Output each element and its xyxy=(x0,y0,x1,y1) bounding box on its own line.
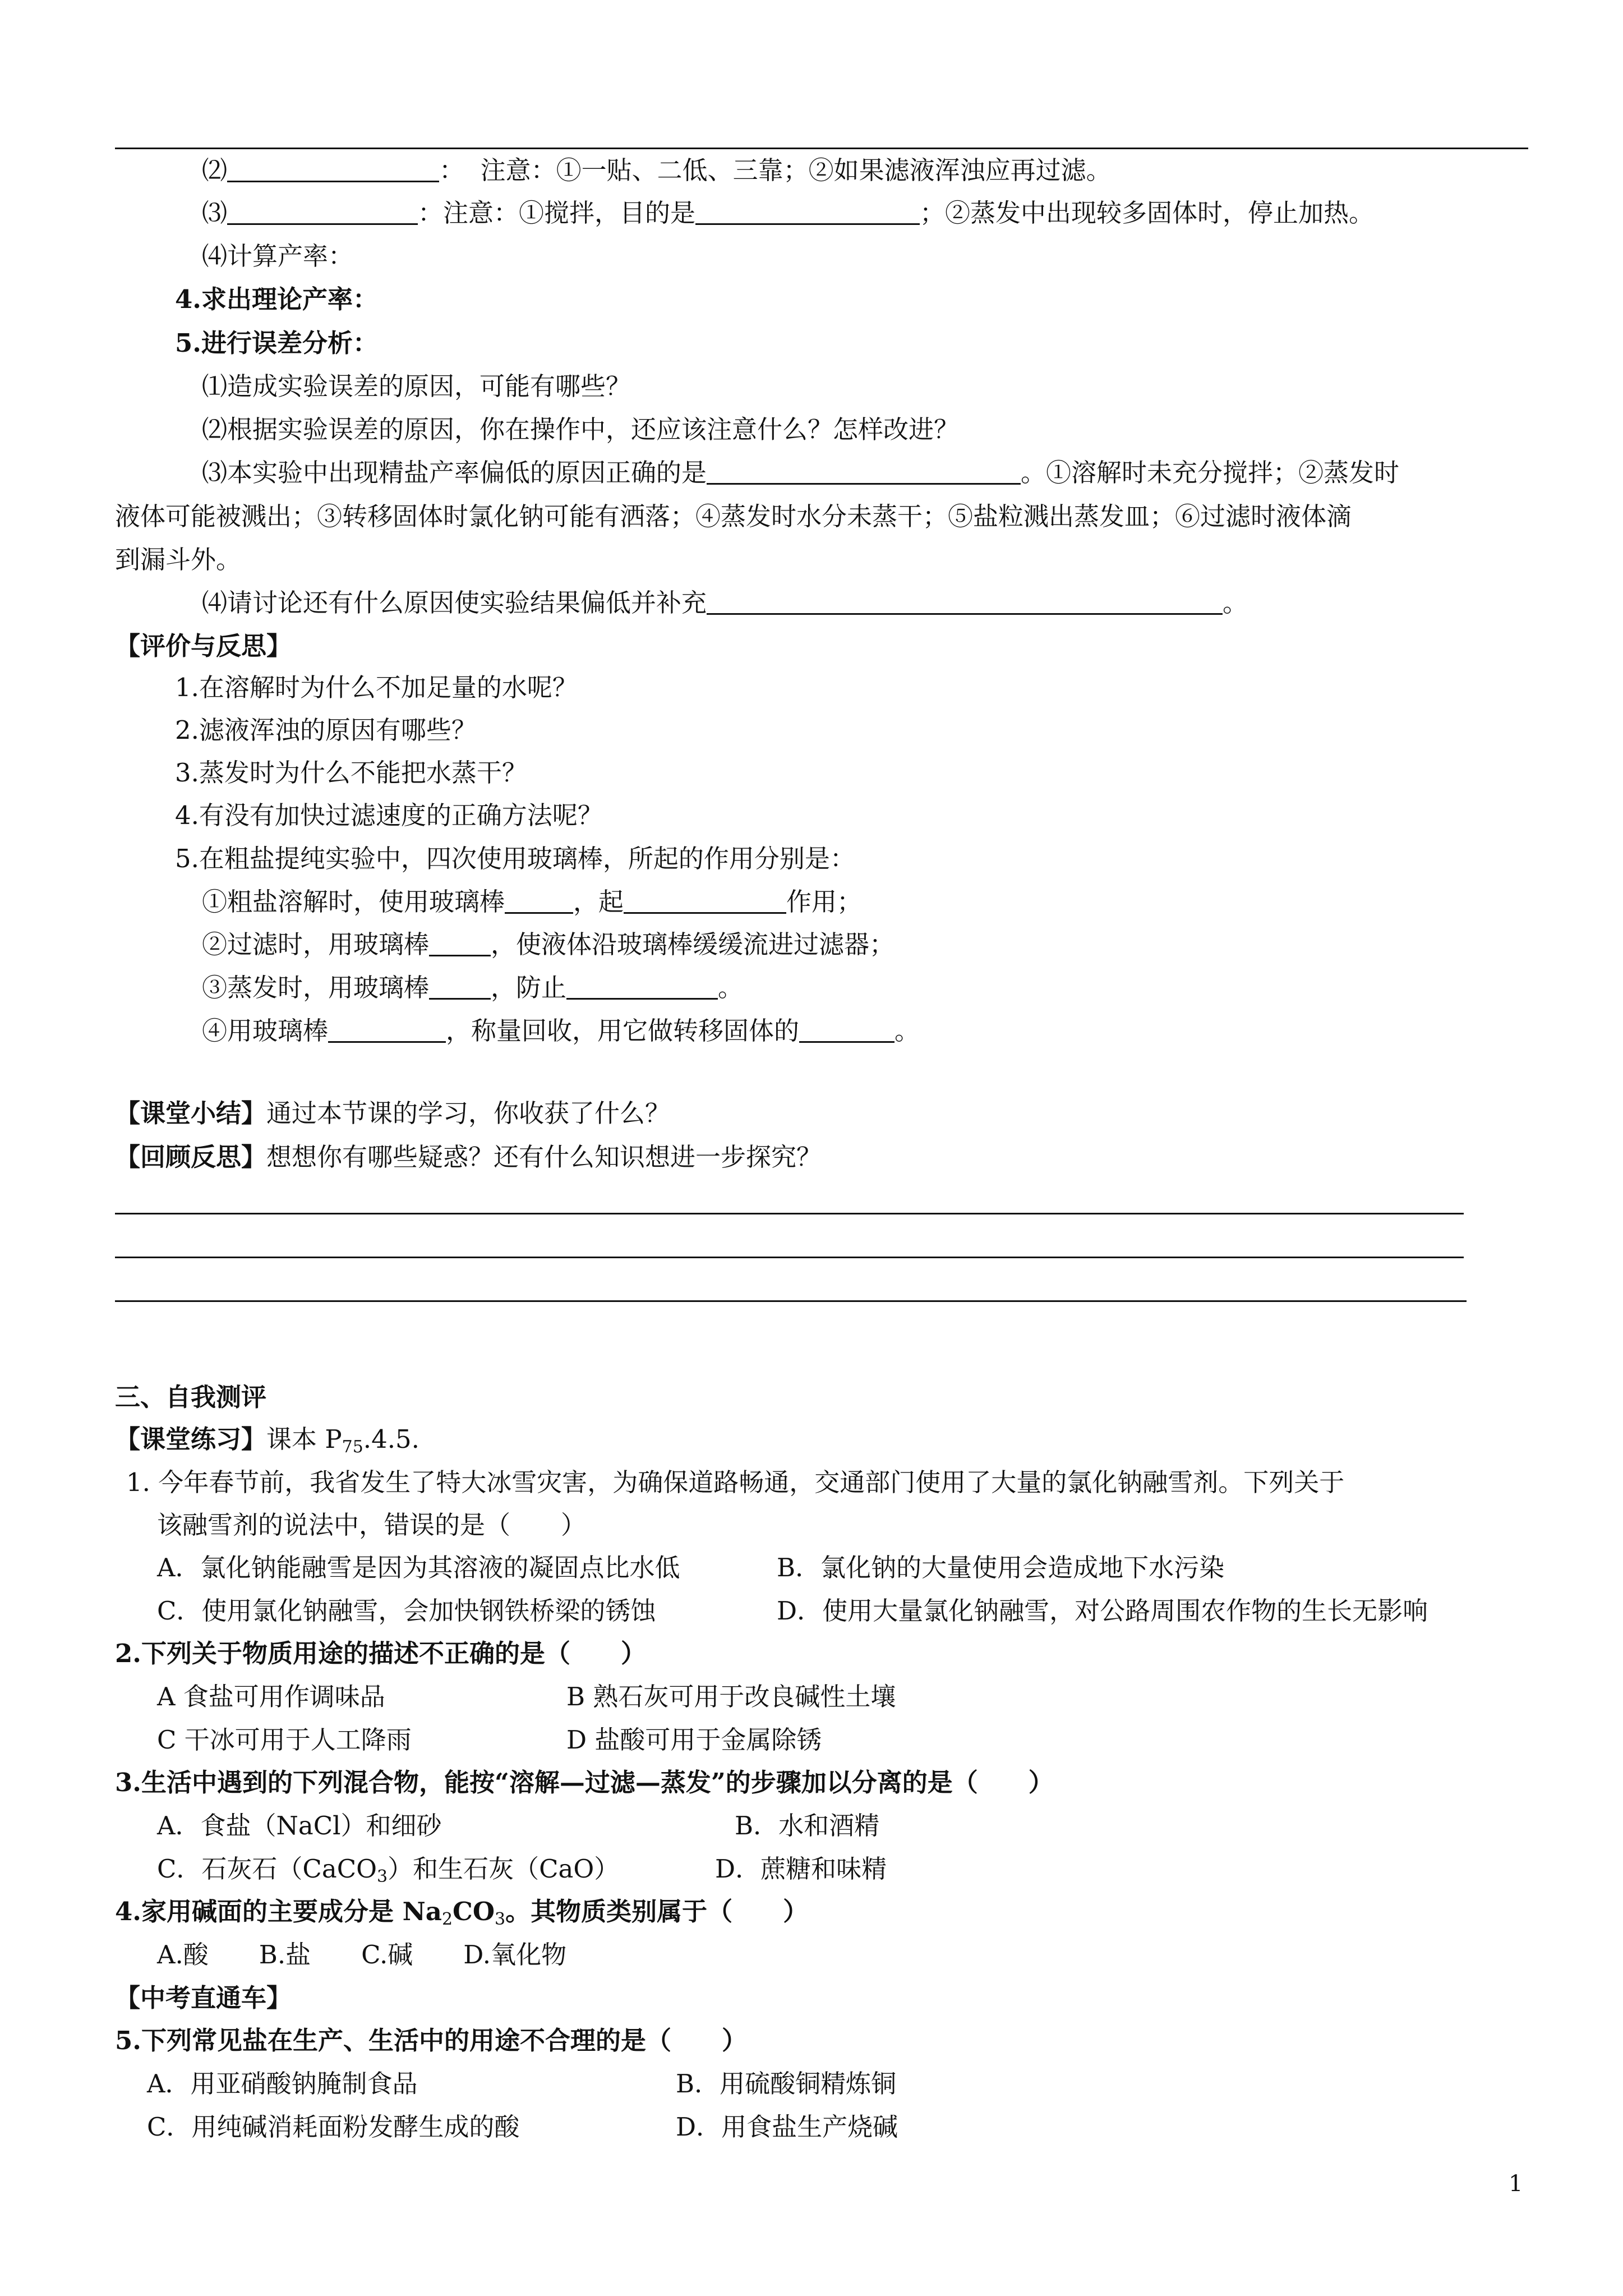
question-4-stem: 4.家用碱面的主要成分是 $Na_2CO_3$。其物质类别属于（ ） xyxy=(115,1897,809,1929)
rod-use-1: ①粗盐溶解时，使用玻璃棒 ，起 作用； xyxy=(202,887,863,917)
blank-stir-purpose[interactable] xyxy=(695,201,920,225)
error-question-2: ⑵根据实验误差的原因，你在操作中，还应该注意什么？怎样改进？ xyxy=(202,415,960,444)
error-question-1: ⑴造成实验误差的原因，可能有哪些？ xyxy=(202,371,631,401)
class-practice: 【课堂练习】课本 $P_{75}.4.5$. xyxy=(115,1424,419,1457)
step-3-line: ⑶ ：注意：①搅拌，目的是 ；②蒸发中出现较多固体时，停止加热。 xyxy=(202,198,1375,228)
rod-use-4: ④用玻璃棒 ，称量回收，用它做转移固体的 。 xyxy=(202,1016,920,1046)
error-question-3-line-3: 到漏斗外。 xyxy=(115,545,242,574)
item-4-heading: 4.求出理论产率： xyxy=(175,284,378,314)
blank-rod-3-prevent[interactable] xyxy=(566,976,718,1000)
reflection-item-4: 4.有没有加快过滤速度的正确方法呢？ xyxy=(175,800,603,830)
question-1-option-c: C．使用氯化钠融雪，会加快钢铁桥梁的锈蚀 xyxy=(157,1596,656,1626)
question-4-options: A.酸 B.盐 C.碱 D.氧化物 xyxy=(157,1940,567,1970)
question-1-option-a: A．氯化钠能融雪是因为其溶液的凝固点比水低 xyxy=(157,1553,680,1582)
question-1-option-d: D．使用大量氯化钠融雪，对公路周围农作物的生长无影响 xyxy=(777,1596,1428,1626)
class-summary: 【课堂小结】通过本节课的学习，你收获了什么？ xyxy=(115,1098,671,1128)
question-5-option-c: C．用纯碱消耗面粉发酵生成的酸 xyxy=(147,2112,520,2142)
reflection-item-1: 1.在溶解时为什么不加足量的水呢？ xyxy=(175,673,578,702)
blank-other-causes[interactable] xyxy=(707,591,1223,615)
blank-rod-1-action[interactable] xyxy=(505,890,573,914)
answer-line-1[interactable] xyxy=(115,1213,1464,1214)
rod-use-3: ③蒸发时，用玻璃棒 ，防止 。 xyxy=(202,973,744,1002)
question-1-stem: 1. 今年春节前，我省发生了特大冰雪灾害，为确保道路畅通，交通部门使用了大量的氯化钠融雪剂。下列关于 xyxy=(126,1467,1345,1497)
question-3-option-d: D．蔗糖和味精 xyxy=(715,1854,887,1884)
step-4-line: ⑷计算产率： xyxy=(202,241,354,271)
blank-rod-3-action[interactable] xyxy=(429,976,491,1000)
question-3-option-a: A．食盐（NaCl）和细砂 xyxy=(157,1811,442,1841)
question-3-stem: 3.生活中遇到的下列混合物，能按“溶解—过滤—蒸发”的步骤加以分离的是（ ） xyxy=(115,1768,1054,1797)
error-question-3: ⑶本实验中出现精盐产率偏低的原因正确的是 。①溶解时未充分搅拌；②蒸发时 xyxy=(202,458,1400,487)
review-reflection: 【回顾反思】想想你有哪些疑惑？还有什么知识想进一步探究？ xyxy=(115,1142,822,1172)
blank-rod-1-role[interactable] xyxy=(624,890,786,914)
question-5-stem: 5.下列常见盐在生产、生活中的用途不合理的是（ ） xyxy=(115,2026,747,2055)
reflection-item-2: 2.滤液浑浊的原因有哪些？ xyxy=(175,715,477,745)
question-1-option-b: B．氯化钠的大量使用会造成地下水污染 xyxy=(777,1553,1225,1582)
question-5-option-b: B．用硫酸铜精炼铜 xyxy=(676,2069,897,2099)
question-3-option-b: B．水和酒精 xyxy=(735,1811,880,1841)
blank-step-2[interactable] xyxy=(227,158,439,182)
reflection-item-5: 5.在粗盐提纯实验中，四次使用玻璃棒，所起的作用分别是： xyxy=(175,844,855,873)
item-5-heading: 5.进行误差分析： xyxy=(175,328,378,358)
blank-rod-4-action[interactable] xyxy=(328,1019,446,1043)
self-test-heading: 三、自我测评 xyxy=(115,1382,267,1412)
question-2-option-b: B 熟石灰可用于改良碱性土壤 xyxy=(566,1682,896,1711)
reflection-heading: 【评价与反思】 xyxy=(115,631,292,661)
header-rule xyxy=(115,148,1528,149)
blank-rod-4-tool[interactable] xyxy=(799,1019,895,1043)
blank-rod-2-action[interactable] xyxy=(429,932,491,956)
error-question-3-line-2: 液体可能被溅出；③转移固体时氯化钠可能有洒落；④蒸发时水分未蒸干；⑤盐粒溅出蒸发皿；⑥过滤时液体滴 xyxy=(115,501,1352,531)
question-2-option-c: C 干冰可用于人工降雨 xyxy=(157,1725,412,1755)
error-question-4: ⑷请讨论还有什么原因使实验结果偏低并补充 。 xyxy=(202,588,1248,618)
question-5-option-d: D．用食盐生产烧碱 xyxy=(676,2112,898,2142)
blank-error-causes[interactable] xyxy=(707,461,1021,485)
question-2-stem: 2.下列关于物质用途的描述不正确的是（ ） xyxy=(115,1639,646,1668)
page-number: 1 xyxy=(1509,2171,1523,2197)
answer-line-2[interactable] xyxy=(115,1257,1464,1258)
question-1-stem-2: 该融雪剂的说法中，错误的是（ ） xyxy=(157,1510,587,1540)
question-2-option-d: D 盐酸可用于金属除锈 xyxy=(566,1725,822,1755)
rod-use-2: ②过滤时，用玻璃棒 ，使液体沿玻璃棒缓缓流进过滤器； xyxy=(202,930,895,959)
blank-step-3[interactable] xyxy=(227,201,418,225)
exam-heading: 【中考直通车】 xyxy=(115,1983,292,2013)
question-5-option-a: A．用亚硝酸钠腌制食品 xyxy=(147,2069,418,2099)
reflection-item-3: 3.蒸发时为什么不能把水蒸干？ xyxy=(175,758,527,788)
question-3-option-c: C．石灰石（CaCO$_3$）和生石灰（CaO） xyxy=(157,1854,620,1887)
step-2-line: ⑵ ： 注意：①一贴、二低、三靠；②如果滤液浑浊应再过滤。 xyxy=(202,155,1112,185)
answer-line-3[interactable] xyxy=(115,1300,1467,1302)
question-2-option-a: A 食盐可用作调味品 xyxy=(157,1682,385,1711)
